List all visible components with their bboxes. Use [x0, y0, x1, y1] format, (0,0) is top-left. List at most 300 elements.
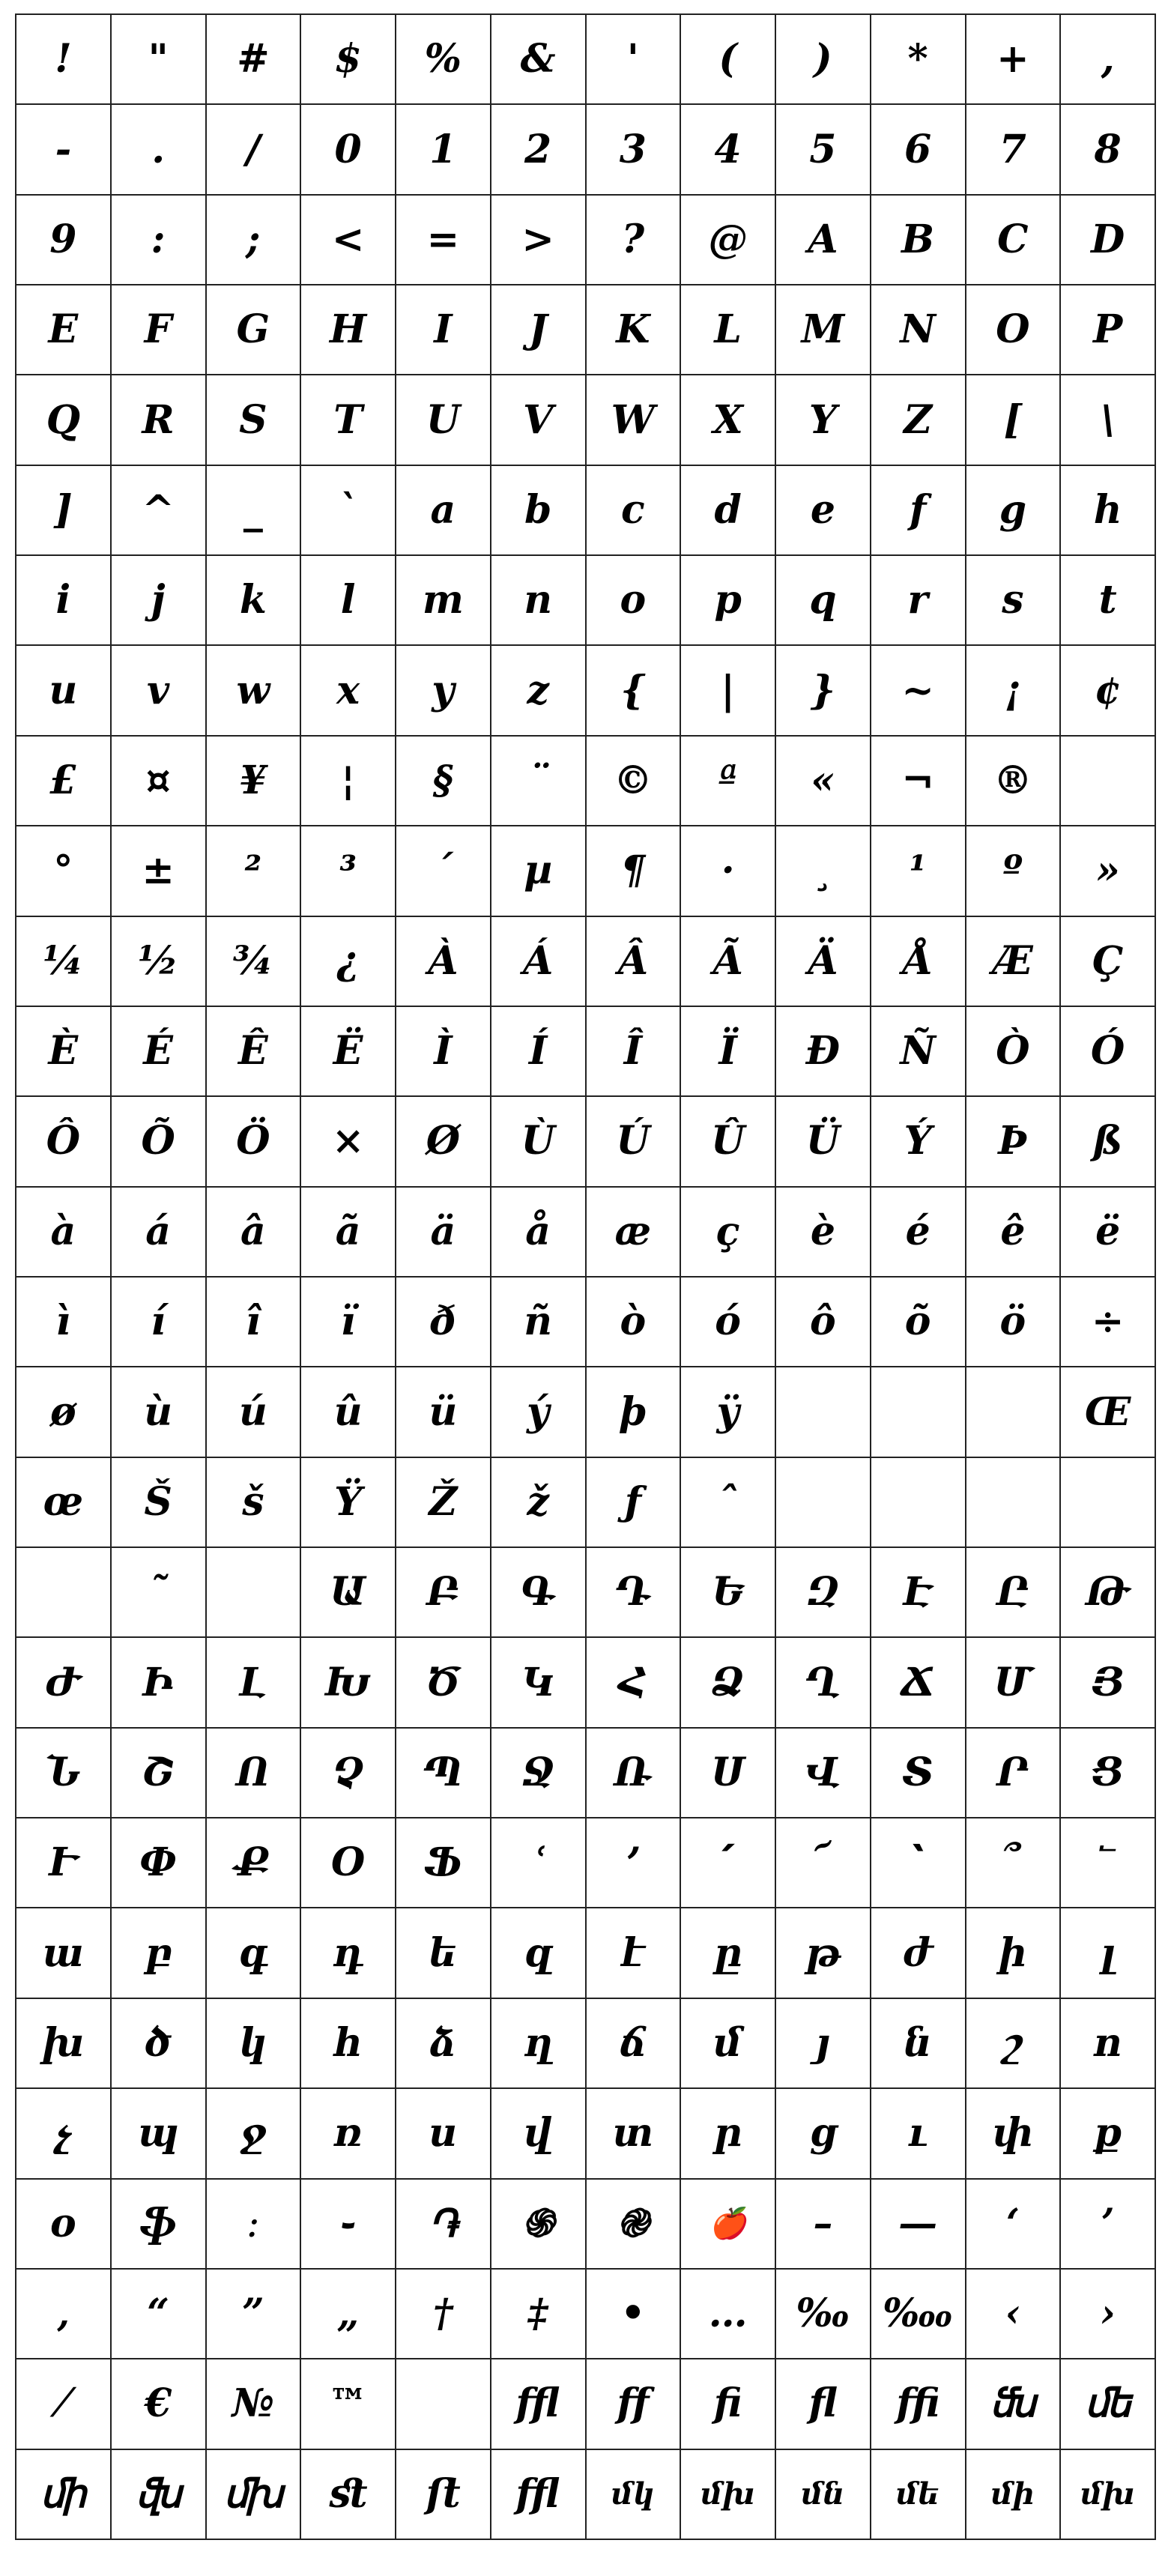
glyph-cell: $: [301, 15, 396, 105]
glyph-cell: Փ: [112, 1818, 207, 1908]
glyph-cell: C: [966, 196, 1062, 285]
glyph-cell: •: [587, 2270, 682, 2359]
glyph-cell: @: [681, 196, 776, 285]
glyph-cell: “: [112, 2270, 207, 2359]
glyph-cell: ›: [1061, 2270, 1156, 2359]
glyph-cell: Ա: [301, 1548, 396, 1638]
glyph-cell: —: [871, 2180, 966, 2270]
glyph-cell: ç: [681, 1188, 776, 1278]
glyph-cell: Ú: [587, 1097, 682, 1187]
glyph-cell: Î: [587, 1007, 682, 1097]
glyph-cell: ˆ: [681, 1458, 776, 1548]
glyph-cell: ¦: [301, 737, 396, 826]
glyph-cell: ": [112, 15, 207, 105]
glyph-cell: ռ: [301, 2089, 396, 2179]
glyph-cell: ր: [681, 2089, 776, 2179]
glyph-cell: 9: [16, 196, 112, 285]
glyph-cell: ª: [681, 737, 776, 826]
glyph-cell: 🍎: [681, 2180, 776, 2270]
glyph-cell: ՙ: [491, 1818, 587, 1908]
glyph-cell: .: [112, 105, 207, 195]
glyph-cell: կ: [207, 1999, 302, 2089]
glyph-cell: A: [776, 196, 871, 285]
glyph-cell: d: [681, 466, 776, 556]
glyph-cell: Õ: [112, 1097, 207, 1187]
glyph-cell: №: [207, 2359, 302, 2449]
glyph-cell: ﬄ: [491, 2450, 587, 2540]
glyph-cell: í: [112, 1278, 207, 1367]
glyph-cell: ´: [396, 826, 491, 916]
glyph-cell: Ռ: [587, 1729, 682, 1818]
glyph-cell: é: [871, 1188, 966, 1278]
glyph-cell: ;: [207, 196, 302, 285]
glyph-cell: ,: [1061, 15, 1156, 105]
glyph-cell: a: [396, 466, 491, 556]
glyph-cell: Ց: [1061, 1729, 1156, 1818]
glyph-cell: y: [396, 646, 491, 736]
glyph-cell: ն: [871, 1999, 966, 2089]
glyph-cell: /: [207, 105, 302, 195]
glyph-cell: –: [776, 2180, 871, 2270]
glyph-cell: ﬀ: [587, 2359, 682, 2449]
glyph-cell: ™: [301, 2359, 396, 2449]
glyph-cell: չ: [16, 2089, 112, 2179]
glyph-cell: ³: [301, 826, 396, 916]
glyph-cell: Ù: [491, 1097, 587, 1187]
glyph-cell: զ: [491, 1908, 587, 1998]
glyph-cell: Գ: [491, 1548, 587, 1638]
glyph-cell: Ý: [871, 1097, 966, 1187]
glyph-cell: ‚: [16, 2270, 112, 2359]
glyph-cell: ա: [16, 1908, 112, 1998]
glyph-cell: ﬄ: [491, 2359, 587, 2449]
glyph-cell: =: [396, 196, 491, 285]
glyph-cell: è: [776, 1188, 871, 1278]
glyph-cell: ե: [396, 1908, 491, 1998]
glyph-cell: u: [16, 646, 112, 736]
glyph-cell: ì: [16, 1278, 112, 1367]
glyph-cell: [966, 1458, 1062, 1548]
glyph-cell: Չ: [301, 1729, 396, 1818]
glyph-cell: Ս: [681, 1729, 776, 1818]
glyph-cell: b: [491, 466, 587, 556]
glyph-cell: Ê: [207, 1007, 302, 1097]
glyph-cell: ¼: [16, 917, 112, 1007]
glyph-cell: c: [587, 466, 682, 556]
glyph-cell: à: [16, 1188, 112, 1278]
glyph-cell: բ: [112, 1908, 207, 1998]
glyph-cell: ã: [301, 1188, 396, 1278]
glyph-cell: ¾: [207, 917, 302, 1007]
glyph-cell: Ժ: [16, 1638, 112, 1728]
glyph-cell: 1: [396, 105, 491, 195]
glyph-cell: ø: [16, 1367, 112, 1457]
glyph-cell: r: [871, 556, 966, 646]
glyph-cell: մն: [776, 2450, 871, 2540]
glyph-cell: ﬗ: [207, 2450, 302, 2540]
glyph-cell: ֆ: [112, 2180, 207, 2270]
glyph-cell: ò: [587, 1278, 682, 1367]
glyph-cell: 7: [966, 105, 1062, 195]
glyph-cell: «: [776, 737, 871, 826]
glyph-cell: ֊: [301, 2180, 396, 2270]
glyph-cell: …: [681, 2270, 776, 2359]
glyph-cell: `: [301, 466, 396, 556]
glyph-cell: x: [301, 646, 396, 736]
glyph-cell: ֏: [396, 2180, 491, 2270]
glyph-cell: Ծ: [396, 1638, 491, 1728]
glyph-cell: [207, 1548, 302, 1638]
glyph-cell: Š: [112, 1458, 207, 1548]
glyph-cell: ¿: [301, 917, 396, 1007]
glyph-cell: p: [681, 556, 776, 646]
glyph-cell: 4: [681, 105, 776, 195]
glyph-cell: ծ: [112, 1999, 207, 2089]
glyph-cell: \: [1061, 375, 1156, 465]
glyph-cell: |: [681, 646, 776, 736]
glyph-cell: Ø: [396, 1097, 491, 1187]
glyph-cell: ”: [207, 2270, 302, 2359]
glyph-cell: Ò: [966, 1007, 1062, 1097]
glyph-cell: >: [491, 196, 587, 285]
glyph-cell: ä: [396, 1188, 491, 1278]
glyph-cell: [776, 1367, 871, 1457]
glyph-cell: z: [491, 646, 587, 736]
glyph-cell: P: [1061, 285, 1156, 375]
glyph-cell: ՟: [1061, 1818, 1156, 1908]
glyph-cell: O: [966, 285, 1062, 375]
glyph-cell: ﬂ: [776, 2359, 871, 2449]
glyph-cell: Ւ: [16, 1818, 112, 1908]
glyph-cell: §: [396, 737, 491, 826]
glyph-cell: ¶: [587, 826, 682, 916]
glyph-cell: է: [587, 1908, 682, 1998]
glyph-cell: ﬅ: [396, 2450, 491, 2540]
glyph-cell: R: [112, 375, 207, 465]
glyph-cell: Ð: [776, 1007, 871, 1097]
glyph-cell: ։: [207, 2180, 302, 2270]
glyph-cell: ՝: [871, 1818, 966, 1908]
glyph-cell: E: [16, 285, 112, 375]
glyph-cell: Պ: [396, 1729, 491, 1818]
glyph-cell: Ր: [966, 1729, 1062, 1818]
glyph-cell: Û: [681, 1097, 776, 1187]
glyph-cell: %: [396, 15, 491, 105]
glyph-cell: թ: [776, 1908, 871, 1998]
glyph-cell: ô: [776, 1278, 871, 1367]
glyph-cell: ~: [871, 646, 966, 736]
glyph-cell: Ն: [16, 1729, 112, 1818]
glyph-cell: I: [396, 285, 491, 375]
glyph-cell: Ÿ: [301, 1458, 396, 1548]
glyph-cell: դ: [301, 1908, 396, 1998]
glyph-cell: B: [871, 196, 966, 285]
glyph-cell: â: [207, 1188, 302, 1278]
glyph-cell: º: [966, 826, 1062, 916]
glyph-cell: ջ: [207, 2089, 302, 2179]
glyph-cell: J: [491, 285, 587, 375]
glyph-cell: N: [871, 285, 966, 375]
glyph-cell: ï: [301, 1278, 396, 1367]
glyph-cell: Շ: [112, 1729, 207, 1818]
glyph-cell: ⁄: [16, 2359, 112, 2449]
glyph-cell: „: [301, 2270, 396, 2359]
glyph-cell: ՜: [776, 1818, 871, 1908]
glyph-cell: Q: [16, 375, 112, 465]
glyph-cell: Ֆ: [396, 1818, 491, 1908]
glyph-cell: ë: [1061, 1188, 1156, 1278]
glyph-cell: œ: [16, 1458, 112, 1548]
glyph-cell: Կ: [491, 1638, 587, 1728]
glyph-table: [15, 13, 1156, 2540]
glyph-cell: ]: [16, 466, 112, 556]
glyph-cell: S: [207, 375, 302, 465]
glyph-cell: ¢: [1061, 646, 1156, 736]
glyph-cell: Y: [776, 375, 871, 465]
glyph-cell: Թ: [1061, 1548, 1156, 1638]
glyph-cell: ×: [301, 1097, 396, 1187]
glyph-cell: Մ: [966, 1638, 1062, 1728]
glyph-cell: 0: [301, 105, 396, 195]
glyph-cell: U: [396, 375, 491, 465]
glyph-cell: [966, 1367, 1062, 1457]
glyph-cell: ‰: [776, 2270, 871, 2359]
glyph-cell: յ: [776, 1999, 871, 2089]
glyph-cell: տ: [587, 2089, 682, 2179]
glyph-cell: փ: [966, 2089, 1062, 2179]
glyph-cell: Ì: [396, 1007, 491, 1097]
glyph-cell: À: [396, 917, 491, 1007]
glyph-cell: [871, 1367, 966, 1457]
glyph-cell: h: [1061, 466, 1156, 556]
glyph-cell: ք: [1061, 2089, 1156, 2179]
glyph-cell: å: [491, 1188, 587, 1278]
glyph-cell: :: [112, 196, 207, 285]
glyph-cell: Խ: [301, 1638, 396, 1728]
glyph-cell: ‘: [966, 2180, 1062, 2270]
glyph-cell: մխ: [1061, 2450, 1156, 2540]
glyph-cell: H: [301, 285, 396, 375]
glyph-cell: Վ: [776, 1729, 871, 1818]
glyph-cell: Í: [491, 1007, 587, 1097]
glyph-cell: ¨: [491, 737, 587, 826]
glyph-cell: մե: [871, 2450, 966, 2540]
glyph-cell: հ: [301, 1999, 396, 2089]
glyph-cell: s: [966, 556, 1062, 646]
glyph-cell: T: [301, 375, 396, 465]
glyph-cell: »: [1061, 826, 1156, 916]
glyph-cell: մխ: [681, 2450, 776, 2540]
glyph-cell: ½: [112, 917, 207, 1007]
glyph-cell: -: [16, 105, 112, 195]
glyph-cell: Ü: [776, 1097, 871, 1187]
glyph-cell: վ: [491, 2089, 587, 2179]
glyph-cell: Զ: [776, 1548, 871, 1638]
glyph-cell: ¤: [112, 737, 207, 826]
glyph-cell: Æ: [966, 917, 1062, 1007]
glyph-cell: ÿ: [681, 1367, 776, 1457]
glyph-cell: Ë: [301, 1007, 396, 1097]
glyph-cell: ß: [1061, 1097, 1156, 1187]
glyph-cell: ¸: [776, 826, 871, 916]
glyph-cell: û: [301, 1367, 396, 1457]
glyph-cell: È: [16, 1007, 112, 1097]
glyph-cell: q: [776, 556, 871, 646]
glyph-cell: ): [776, 15, 871, 105]
glyph-cell: ?: [587, 196, 682, 285]
glyph-cell: Œ: [1061, 1367, 1156, 1457]
glyph-cell: Ô: [16, 1097, 112, 1187]
glyph-cell: Է: [871, 1548, 966, 1638]
glyph-cell: M: [776, 285, 871, 375]
glyph-cell: ﬃ: [871, 2359, 966, 2449]
glyph-cell: օ: [16, 2180, 112, 2270]
glyph-cell: ñ: [491, 1278, 587, 1367]
glyph-cell: 6: [871, 105, 966, 195]
glyph-cell: ^: [112, 466, 207, 556]
glyph-cell: Լ: [207, 1638, 302, 1728]
glyph-cell: ÷: [1061, 1278, 1156, 1367]
glyph-cell: æ: [587, 1188, 682, 1278]
glyph-cell: ‡: [491, 2270, 587, 2359]
glyph-cell: ﬔ: [1061, 2359, 1156, 2449]
glyph-cell: ղ: [491, 1999, 587, 2089]
glyph-cell: W: [587, 375, 682, 465]
glyph-cell: k: [207, 556, 302, 646]
glyph-cell: ±: [112, 826, 207, 916]
glyph-cell: ®: [966, 737, 1062, 826]
glyph-cell: ’: [1061, 2180, 1156, 2270]
glyph-cell: մի: [966, 2450, 1062, 2540]
glyph-cell: ý: [491, 1367, 587, 1457]
glyph-cell: ž: [491, 1458, 587, 1548]
glyph-cell: j: [112, 556, 207, 646]
glyph-cell: [776, 1458, 871, 1548]
glyph-cell: ս: [396, 2089, 491, 2179]
glyph-cell: Ի: [112, 1638, 207, 1728]
glyph-cell: 5: [776, 105, 871, 195]
glyph-cell: ՞: [966, 1818, 1062, 1908]
glyph-cell: v: [112, 646, 207, 736]
glyph-cell: Բ: [396, 1548, 491, 1638]
glyph-cell: e: [776, 466, 871, 556]
glyph-cell: F: [112, 285, 207, 375]
glyph-cell: {: [587, 646, 682, 736]
glyph-cell: Ó: [1061, 1007, 1156, 1097]
glyph-cell: ո: [1061, 1999, 1156, 2089]
glyph-cell: ¬: [871, 737, 966, 826]
glyph-cell: Ղ: [776, 1638, 871, 1728]
glyph-cell: ¡: [966, 646, 1062, 736]
glyph-cell: [1061, 737, 1156, 826]
glyph-cell: i: [16, 556, 112, 646]
glyph-cell: G: [207, 285, 302, 375]
glyph-cell: խ: [16, 1999, 112, 2089]
glyph-cell: +: [966, 15, 1062, 105]
glyph-cell: o: [587, 556, 682, 646]
glyph-cell: K: [587, 285, 682, 375]
glyph-cell: ƒ: [587, 1458, 682, 1548]
glyph-cell: !: [16, 15, 112, 105]
glyph-cell: ‱: [871, 2270, 966, 2359]
glyph-cell: É: [112, 1007, 207, 1097]
glyph-cell: _: [207, 466, 302, 556]
glyph-cell: ¥: [207, 737, 302, 826]
glyph-cell: Á: [491, 917, 587, 1007]
glyph-cell: ˜: [112, 1548, 207, 1638]
glyph-cell: &: [491, 15, 587, 105]
glyph-cell: Հ: [587, 1638, 682, 1728]
glyph-cell: ð: [396, 1278, 491, 1367]
glyph-cell: ի: [966, 1908, 1062, 1998]
glyph-cell: Ո: [207, 1729, 302, 1818]
glyph-cell: µ: [491, 826, 587, 916]
glyph-cell: î: [207, 1278, 302, 1367]
glyph-cell: Տ: [871, 1729, 966, 1818]
glyph-cell: Ï: [681, 1007, 776, 1097]
glyph-cell: Å: [871, 917, 966, 1007]
glyph-cell: ֍: [491, 2180, 587, 2270]
glyph-cell: Յ: [1061, 1638, 1156, 1728]
glyph-cell: š: [207, 1458, 302, 1548]
glyph-cell: մ: [681, 1999, 776, 2089]
glyph-cell: [396, 2359, 491, 2449]
glyph-cell: Ž: [396, 1458, 491, 1548]
glyph-cell: ֎: [587, 2180, 682, 2270]
glyph-cell: [871, 1458, 966, 1548]
glyph-cell: á: [112, 1188, 207, 1278]
glyph-cell: ւ: [871, 2089, 966, 2179]
glyph-cell: Ճ: [871, 1638, 966, 1728]
glyph-cell: Z: [871, 375, 966, 465]
glyph-cell: մկ: [587, 2450, 682, 2540]
glyph-cell: ﬓ: [966, 2359, 1062, 2449]
glyph-cell: ձ: [396, 1999, 491, 2089]
glyph-cell: Ք: [207, 1818, 302, 1908]
glyph-cell: ü: [396, 1367, 491, 1457]
glyph-cell: 8: [1061, 105, 1156, 195]
glyph-cell: þ: [587, 1367, 682, 1457]
glyph-cell: £: [16, 737, 112, 826]
glyph-cell: պ: [112, 2089, 207, 2179]
glyph-cell: ': [587, 15, 682, 105]
glyph-cell: Ö: [207, 1097, 302, 1187]
glyph-cell: Ä: [776, 917, 871, 1007]
glyph-cell: õ: [871, 1278, 966, 1367]
glyph-cell: ՚: [587, 1818, 682, 1908]
glyph-cell: m: [396, 556, 491, 646]
glyph-cell: ©: [587, 737, 682, 826]
glyph-cell: ê: [966, 1188, 1062, 1278]
glyph-cell: [16, 1548, 112, 1638]
glyph-cell: 3: [587, 105, 682, 195]
glyph-cell: ö: [966, 1278, 1062, 1367]
glyph-cell: ը: [681, 1908, 776, 1998]
glyph-cell: գ: [207, 1908, 302, 1998]
glyph-cell: †: [396, 2270, 491, 2359]
glyph-cell: ú: [207, 1367, 302, 1457]
glyph-cell: Օ: [301, 1818, 396, 1908]
glyph-cell: ﬕ: [16, 2450, 112, 2540]
glyph-cell: ﬁ: [681, 2359, 776, 2449]
glyph-cell: ·: [681, 826, 776, 916]
glyph-cell: D: [1061, 196, 1156, 285]
glyph-cell: Ձ: [681, 1638, 776, 1728]
glyph-cell: ՛: [681, 1818, 776, 1908]
glyph-cell: X: [681, 375, 776, 465]
glyph-cell: [1061, 1458, 1156, 1548]
glyph-cell: ժ: [871, 1908, 966, 1998]
